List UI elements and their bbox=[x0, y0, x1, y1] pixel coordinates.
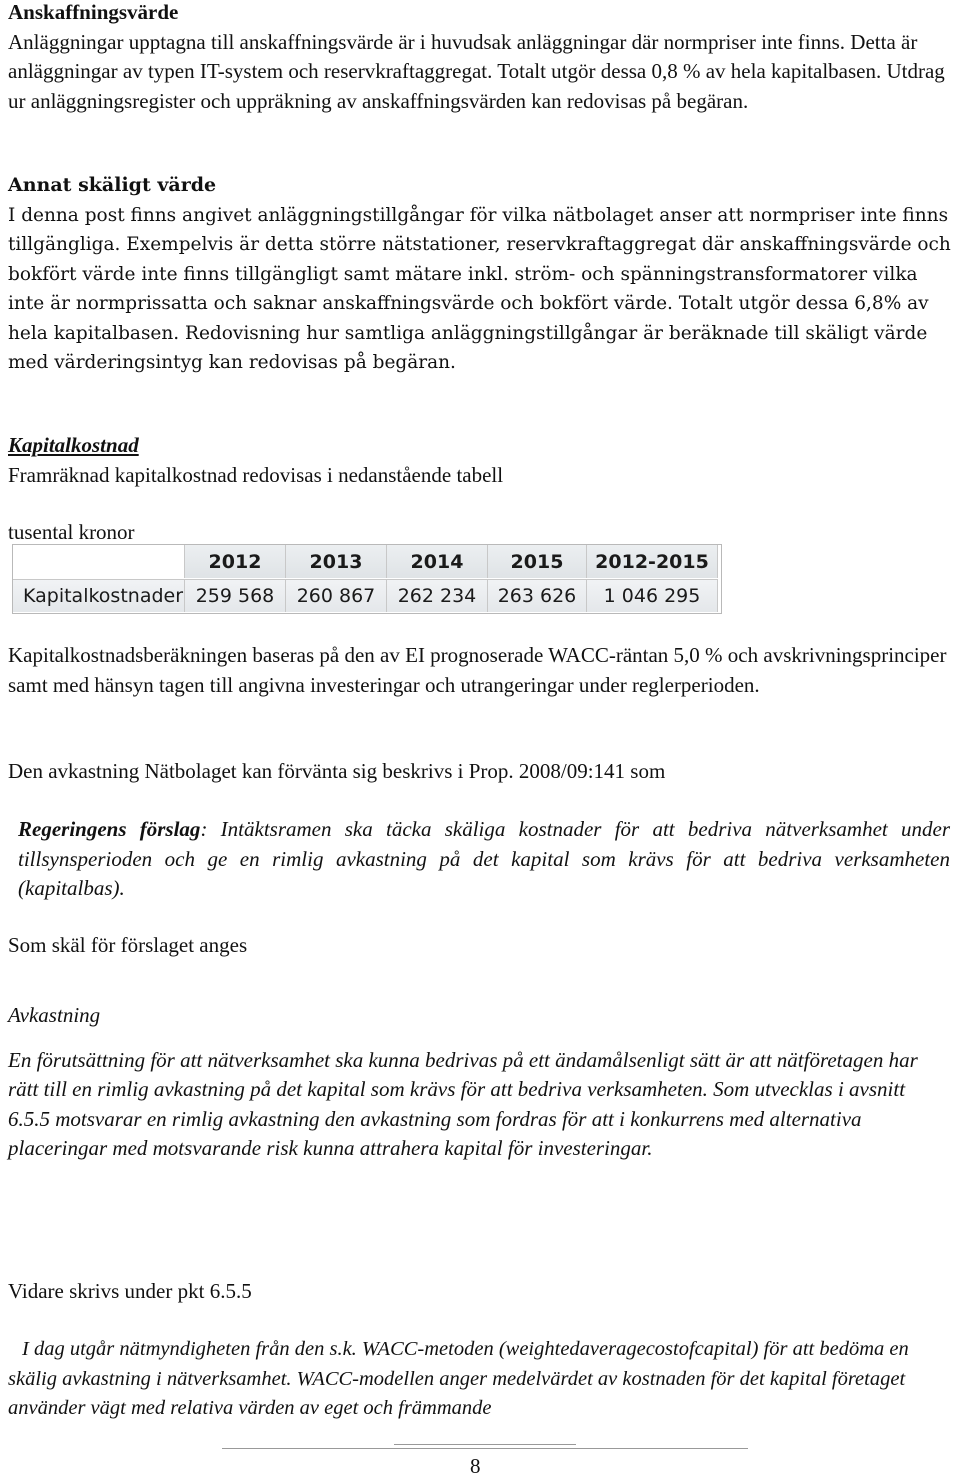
quote-lead: Regeringens förslag bbox=[18, 817, 201, 841]
footer-rule-short bbox=[394, 1444, 576, 1445]
table-cell: 259 568 bbox=[185, 579, 286, 612]
unit-label: tusental kronor bbox=[8, 520, 135, 544]
section-body: I denna post finns angivet anläggningstillgångar för vilka nätbolaget anser att normpriser inte finns tillgängliga. Exempelvis är detta större nätstationer, reservkraftaggregat där anskaffningsvärde och bokfört värde inte finns tillgängligt samt mätare inkl. ström- och spänningstransformatorer vilka inte är normprissatta och saknar anskaffningsvärde och bokfört värde. Totalt utgör dessa 6,8% av hela kapitalbasen. Redovisning hur samtliga anläggningstillgångar är beräknade till skäligt värde med värderingsintyg kan redovisas på begäran. bbox=[8, 204, 951, 373]
section-body: En förutsättning för att nätverksamhet ska kunna bedrivas på ett ändamålsenligt sätt är att nätföretagen har rätt till en rimlig avkastning på det kapital som krävs för att bedriva verksamheten. Som utvecklas i avsnitt 6.5.5 motsvarar en rimlig avkastning den avkastning som fordras för att i konkurrens med alternativa placeringar med motsvarande risk kunna attrahera kapital för investeringar. bbox=[8, 1047, 918, 1160]
proposition-paragraph: Den avkastning Nätbolaget kan förvänta sig beskrivs i Prop. 2008/09:141 som bbox=[8, 759, 666, 783]
table-cell: 260 867 bbox=[286, 579, 387, 612]
section-kapitalkostnad bbox=[8, 431, 952, 490]
table-cell: 263 626 bbox=[488, 579, 587, 612]
table-header-cell: 2012-2015 bbox=[587, 545, 718, 578]
wacc-paragraph: Kapitalkostnadsberäkningen baseras på den av EI prognoserade WACC-räntan 5,0 % och avskrivningsprinciper samt med hänsyn tagen till angivna investeringar och utrangeringar under reglerperioden. bbox=[8, 643, 947, 697]
further-paragraph: Vidare skrivs under pkt 6.5.5 bbox=[8, 1279, 252, 1303]
section-body: Anläggningar upptagna till anskaffningsvärde är i huvudsak anläggningar där normpriser inte finns. Detta är anläggningar av typen IT-system och reservkraftaggregat. Totalt utgör dessa 0,8 % av hela kapitalbasen. Utdrag ur anläggningsregister och uppräkning av anskaffningsvärden kan redovisas på begäran. bbox=[8, 29, 945, 113]
table-row bbox=[13, 579, 718, 612]
section-heading: Annat skäligt värde bbox=[8, 174, 217, 196]
government-proposal-quote bbox=[18, 815, 950, 904]
page-number: 8 bbox=[470, 1454, 481, 1478]
reasons-paragraph: Som skäl för förslaget anges bbox=[8, 933, 248, 957]
footer-rule bbox=[222, 1448, 748, 1449]
wacc-quote: I dag utgår nätmyndigheten från den s.k. WACC-metoden (weightedaveragecostofcapital) för att bedöma en skälig avkastning i nätverksamhet. WACC-modellen anger medelvärdet av kostnaden för det kapital företaget använder vägt med relativa värden av eget och främmande bbox=[8, 1338, 909, 1419]
section-heading: Avkastning bbox=[8, 1003, 101, 1027]
table-header-cell: 2014 bbox=[387, 545, 488, 578]
table-cell: 1 046 295 bbox=[587, 579, 718, 612]
table-row-label: Kapitalkostnader bbox=[13, 579, 185, 612]
section-avkastning bbox=[8, 1001, 952, 1164]
section-heading: Kapitalkostnad bbox=[8, 433, 139, 457]
table-header-cell: 2015 bbox=[488, 545, 587, 578]
quote-text: : Intäktsramen ska täcka skäliga kostnader för att bedriva nätverksamhet under tillsynsperioden och ge en rimlig avkastning på det kapital som krävs för att bedriva verksamheten (kapitalbas). bbox=[18, 817, 950, 900]
capital-cost-table bbox=[12, 544, 722, 614]
table-header-cell: 2012 bbox=[185, 545, 286, 578]
section-body: Framräknad kapitalkostnad redovisas i nedanstående tabell bbox=[8, 462, 504, 487]
section-anskaffningsvarde bbox=[8, 0, 952, 116]
table-cell: 262 234 bbox=[387, 579, 488, 612]
table-header-row bbox=[13, 545, 718, 578]
table-header-cell: 2013 bbox=[286, 545, 387, 578]
section-annat-skaligt-varde bbox=[8, 171, 952, 378]
table-header-cell bbox=[13, 545, 185, 578]
section-heading: Anskaffningsvärde bbox=[8, 0, 179, 24]
